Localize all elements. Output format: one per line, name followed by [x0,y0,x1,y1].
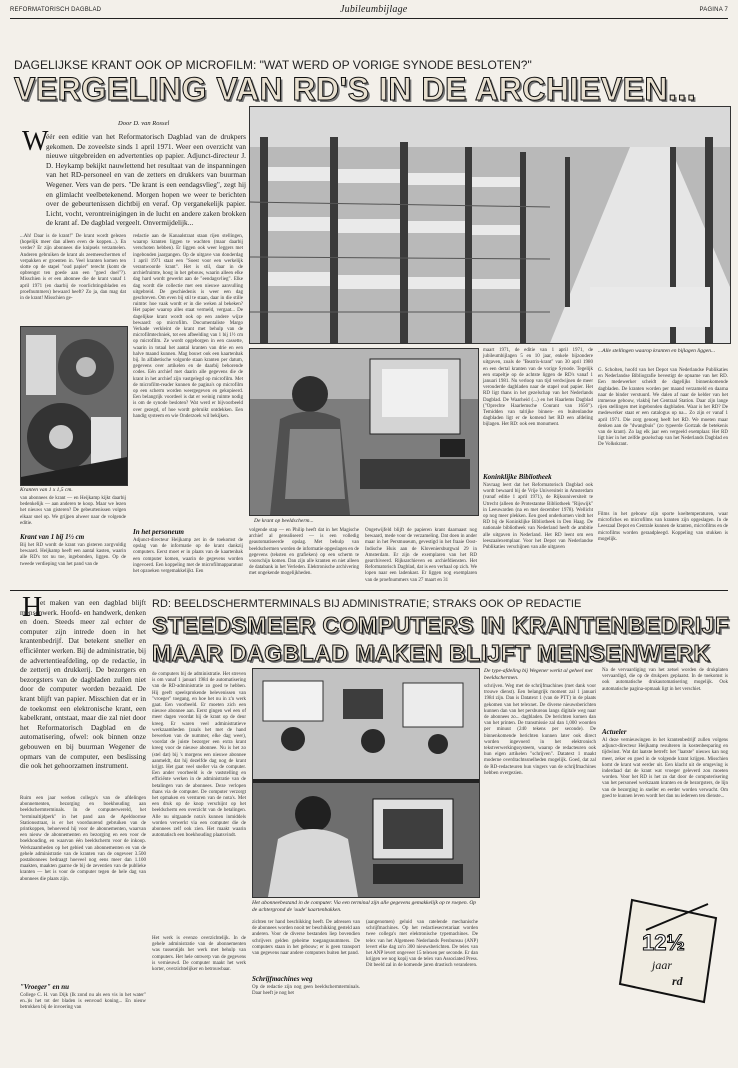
article1-col1b: van abonnees de krant — en Heijkamp kijkt daarbij bedenkelijk — aan anderen te koop. Maar we lezen het nieuws van gisteren? De gebeurtenissen volgen elkaar snel op. We grijpen alweer naar de volgende editie. [20,496,126,526]
article2-col3b: Op de redactie zijn nog geen beeldschermterminals. Daar heeft je nog het [252,985,360,997]
article2-col1: Ruim een jaar werken collega's van de afdelingen abonnementen, bezorging en boekhouding aan beeldschermterminals. In de computerwereld, het "terminaltijdperk" in het pand aan de Apeldoornse Stationsstraat, is er het voorduurend gebruiken van de printkoppen, behoevend hij voor de abonnementen, waarvan een nieuw de abonnementen en bezorging en een voor de boekhouding, en waarvan één beeldscherm voor de inkoop. Werkzaamheden op het gebied van abonnementen en van de gehele administratie van de kranten van de ongeveer 3.500 postabonnees bedraagt hoeveel nog eens meer dan 1.100 maakten, maakten gaarne de bij de zeventien van de publieke kranten — het is voor de computer tegen de hele dag van abonnees die plaats zijn. [20,796,146,882]
article1-kicker: DAGELIJKSE KRANT OOK OP MICROFILM: "WAT WERD OP VORIGE SYNODE BESLOTEN?" [14,58,532,72]
article1-col3b: Ongetwijfeld blijft de papieren krant daarnaast nog bewaard, mede voor de verzameling. Dat doen in ander maar in het Persmuseum, gevestigd in het fraaie Oost-Indische Huis aan de Kloveniersburgwal 29 in Amsterdam. Er zijn de exemplaren van het RD gearchiveerd. Rijksarchieven en archiefdiensten. Het Reformatorisch Dagblad, dat is een verhaal op zich. We lopen naar een ladenkast. Er liggen nog exemplaren van de proefnummers van 27 maart en 31 [365,528,477,583]
header-rule [10,18,728,19]
article1-subhead2: In het personeum [133,528,184,536]
article1-col2: redactie aan de Kanaalstraat staan rijen stellingen, waarop kranten liggen te wachten (maar daarbij verschoten hebben). Er liggen ook weer leggers met ingebonden jaargangen. Op de uitgave van donderdag 1 april 1971 staat een "Soest voor een werkelijk verantwoorde krant". Het is stil, daar in de archiefruimte, hoog in het gebouw, waarin alleen elke dag hard wordt gewerkt aan de "eendagsvlieg". Elke dag wordt die collectie met een nieuwe aanvulling uitgebreid. De geschiedenis is weer een dag geschreven. Om even bij stil te staan, daar in die stille ruimte: hoe vaak wordt er in die weken al bekeken? Het papier waarop alles staat vermeld, vergaat... De dagelijkse krant wordt ook op een andere wijze bewaard: op microfilm. Documentaliste Margo Verkade verkleint de krant met behulp van de microfilmtechniek, tot een afbeelding van 1 bij 1½ cm op microfilm. Ze wordt opgeborgen in een cassette, waarin in totaal het aantal kranten van drie en een halve maand kunnen. Mag bouwt ook een kaartenbak bij. In alfabetische volgorde staan kranten per datum, gegevens over artikelen en de daarbij behorende codes. Eén archief met daarin alle gegevens die de krant in het archief zijn vastgelegd op microfilm. Met de microfilm-reader kunnen de pagina's op microfilm op een scherm worden weergegeven en gekopieerd. Een belangrijk voordeel is dat er weinig ruimte nodig is om de synode besloten? Wat werd er bijvoorbeeld over gezegd, of hoe wordt gebruikt ontdekken. Een handig systeem en wie Onderzoek wil bekijken. [133,234,243,419]
article2-subhead2: Schrijfmachines weg [252,975,313,983]
paper-name: REFORMATORISCH DAGBLAD [10,7,102,13]
article2-col2: de computers bij de administratie. Het streven is om vanaf 1 januari 1984 de automatisering van de RD-administratie zo goed te hebben. Hij geeft speelsprokende belevenissen van "vroeger" toegang, en hoe het nu in z'n werk gaat. Een voorbeeld. Er moeten zich een nieuwe abonnee aan. Eerst gingen wel een of meer dagen voordat hij de krant op de deur kreeg. Er waren veel administratieve werkzaamheden (zoals het met de hand bewerken van de nummer, elke dag weer), voordat de juiste bezorger een extra krant kreeg voor de nieuwe abonnee. Nu is het zo (stel dat) bij 's morgens een nieuwe abonnee aanmeldt, dat hij dezelfde dag nog de krant krijgt. Het gaat veel sneller via de computer. Een ander voorbeeld is de vaststelling en efficiënte werken in de administratie van de betalingen van de abonnees. Deze verlopen thans via de computer. De computer verzorgt het opmaken en versturen van de nota's. Met een druk op de knop verschijnt op het beeldscherm een overzicht van de betalingen. Alle nu uitgaande nota's kunnen inmiddels worden verwerkt via een computer die de abonnees zelf ook zien. Het maakt waarin automatisch een boekhouding plaatsvindt. [152,672,246,839]
article1-byline: Door D. van Rossel [118,120,170,127]
article1-subhead3: Koninklijke Bibliotheek [483,473,552,481]
article2-col5: Na de vervaardiging van het zetsel worden de drukplaten vervaardigd, die op de drukpers geplaatst. In de toekomst is ook automatische drukautomatisering mogelijk. Ook automatische pagina-opmaak ligt in het verschiet. [602,668,728,692]
article2-kicker: RD: BEELDSCHERMTERMINALS BIJ ADMINISTRATIE; STRAKS OOK OP REDACTIE [152,598,582,610]
article1-col3: volgende stap — en Philip heeft dat in het Magische archief al gerealiseerd — is een volledig geautomatiseerde opslag. Met behulp van beeldschermen worden de informatie opgeslagen en de gegevens (teksten en grafieken) op een scherm te voorschijn komen. Dan zijn alle kranten en niet alleen de databank in het Verleden. Elektronische archivering met ongekende mogelijkheden. [249,528,359,577]
article1-col5b: Films in het gebouw zijn sporte koeltemperaturen, waar microfiches en microfilms van kranten zijn opgeslagen. In de Leeszaal Depot en Centrale kunnen de kranten, microfilms en de microfilms worden geraadpleegd. Koppeling van stukken is mogelijk. [598,512,728,542]
archive-shelves-photo [249,106,731,344]
article1-col4: maart 1971, de editie van 1 april 1971, de jubileumbijlagen 5 en 10 jaar, enkele bijzondere uitgaven, zoals de "Beatrix-krant" van 30 april 1980 en een dertal kranten van de vorige Synode. Tegelijk een stapeltje op de achtste liggen de RD's vanaf 1 januari 1981. Nu verloop van tijd verdwijnen de meer verouderde dagbladen naar de stapel oud papier. Het RD ligt thans in het gezelschap van het Nederlands Dagblad. De Waarheid (...) en het Haarlems Dagblad ("Oprechte Haarlemsche Courant van 1656"). Temidden van talrijke binnen- en buitenlandse dagbladen ligt er de komend het RD een afdeling bijlagen. Het RD: ook een monument. [483,348,593,428]
jubilee-logo [612,890,724,1010]
article1-col1c: Bij het RD wordt de krant van gisteren zorgvuldig bewaard. Heijkamp heeft een aantal kasten, waarin alle RD's tot nu toe, ingebonden, liggen. Op de tweede verdieping van het pand van de [20,543,126,567]
logo-rd: rd [672,974,683,988]
article2-caption1: Het abonneebestand in de computer. Via een terminal zijn alle gegevens gemakkelijk op te roepen. Op de achtergrond de 'oude' kaartenbakken. [252,900,477,913]
article2-col2b: Het werk is evenzo overzichtelijk. In de gehele administratie van de abonnementen was tussentijds het werk met behulp van computers. Het hele ontwerp van de gegevens is vernieuwd. De computer maakt het werk korter, overzichtelijker en betrouwbaar. [152,936,246,973]
article2-col5b: Al deze vernieuwingen in het krantenbedrijf zullen volgens adjunct-directeur Heijkamp resulteren in kostenbesparing en tijdwinst. Wat dat laatste betreft: het "laatste" nieuws kan nog meer, zeker en goed in de volgende krant krijgen. Misschien komt de krant wat eerder uit. Een klacht uit de omgeving is inderdaad dat de krant wat vroeger geleverd zou moeten worden. Voor het RD is het zo dat door de computerisering van het personeel werkzaam kranten en de bezorgsters, de lijn van de bezorging in sneller en eerder worden verwacht. Om goed te kunnen leven wordt het dan nu iedereen ten dienste... [602,738,728,799]
article1-col1: ...Ah! Daar is de krant!" De krant wordt gelezen (hopelijk meer dan alleen even de koppen...). En verder? Er zijn abonnees die knipsels verzamelen. Anderen gebruiken de krant als zeemeeschermen of verpakken er groenten in. Veel kranten komen ten slotte op de stapel "oud papier" terecht (komt de opbrengst ten goede aan een "goed doel"?). Misschien is er een abonnee die de krant vanaf 1 april 1971 (en daarbij de voorlichtingsbladen en proefnummers) bewaard heeft? Zo ja, dan mag dat in de krant! Misschien ge- [20,234,126,302]
page-header [10,4,728,18]
article2-dropcap: H [22,592,43,623]
article2-col4b: (aangenomen) geluid van ratelende mechanische schrijfmachines. Op het redactiesecretariaat worden twee collega's met elektronische typemachines. De telex van het Algemeen Nederlands Persbureau (ANP) levert elke dag zo'n 300 nieuwsberichten. De telex van het ANP levert ongeveer 15 telexen per seconde. Er dan krijgen we nog kopij van de telex van Associated Press. Dit beeld zal in de komende jaren drastisch veranderen. [366,920,478,969]
article2-col4: schrijven. Weg met de schrijfmachines (met dank voor trouwe dienst). Een belangrijk moment zal 1 januari 1984 zijn. Dan is Datatext 1 (van de PTT) in de plaats gekomen van het telexnet. De diverse nieuwsberichten kunnen dan van het persbureau langs digitale weg naar de abonnees zo... dagbladen. De berichten komen dan van het printen. De transmissie zal dan 1,000 woorden per minuut (240 tekens per seconde). De binnenkomende berichten kunnen later ook direct worden ingevoerd in het elektronisch tekstverwerkingssysteem, waarop de redacteuren ook hun eigen artikelen "schrijven". Datatext 1 maakt moderne overdrachtssnelheden mogelijk. Goed, dat zal de RD-redacteuren hun vingers van de schrijfmachines hebben overgezien. [484,684,596,776]
article2-col1b: College C. H. van Dijk (Ik zond nu als een vis in het water" en..)is het tot der bladen is eenvoud koning... En nieuw betrokken bij de invoering van [20,993,146,1011]
logo-number: 12½ [642,930,685,955]
microfilm-reader-photo [249,348,479,516]
article-divider [10,590,728,591]
article1-caption1: Kranten van 1 x 1,5 cm. [20,487,73,493]
article1-lead: éér een editie van het Reformatorisch Dagblad van de drukpers gekomen. De zoveelste sinds 1 april 1971. Weer een overzicht van nieuwe uitgebreiden en advertenties op papier. Adjunct-directeur J. D. Heykamp bekijkt nauwlettend het resultaat van de inspanningen van het RD-personeel en van de zetters en drukkers van buurman Wegener. Vers van de pers. "De krant is een eendagsvlieg", zegt hij en glimlacht veelbetekenend. Morgen hopen we weer te berichten over de gebeurtenissen dichtbij en veraf. Op verganekelijk papier. Licht, vocht, verontreinigingen in de lucht en andere zaken brokken de krant af. De dagblad vergeelt. Onvermijdelijk... [46,132,246,228]
supplement-title: Jubileumbijlage [340,4,408,15]
article1-caption3: ...Alle stellingen waarop kranten en bijlagen liggen... [598,348,716,354]
logo-jaar: jaar [652,958,673,972]
article1-subhead1: Krant van 1 bij 1½ cm [20,533,85,541]
article2-subhead1: "Vroeger" en nu [20,983,70,991]
article2-headline1: STEEDSMEER COMPUTERS IN KRANTENBEDRIJF [152,612,730,638]
computer-terminals-photo [252,668,480,898]
article1-headline: VERGELING VAN RD'S IN DE ARCHIEVEN... [14,71,697,107]
article1-col5: G. Scholten, hoofd van het Depot van Nederlandse Publikaties en Nederlandse Bibliografie bevestigt de opname van het RD. Een medewerker scheidt de dagelijks binnenkomende dagbladen. De kranten worden per maand verzameld en daarna naar de binder verstuurd. We dalen af naar de kelder van het immense gebouw, vlakbij het Centraal Station. Daar zijn lange rijen stellingen met ingebonden dagbladen. Waar is het RD? De medewerker staat er een catalogus op na... Zo zijn er vanaf 1 april 1971. Die zorg genoeg heeft het RD. We moeten maar denken aan de "dwangbuis" (zo typeerde Gortzak de betekenis van de krant). Zo lag elk jaar een vergeeld exemplaar. Het RD ligt hier in het zelfde gezelschap van het Nederlands Dagblad en De Volkskrant. [598,368,728,448]
article2-lead: et maken van een dagblad blijft mensenwerk. Hoofd- en handwerk, denken en doen. Steeds meer zal echter de computer zijn intrede doen in het krantenbedrijf. Dat betekent sneller en efficiënter werken. Bij de administratie, bij de advertentieafdeling, op de redactie, in de zetterij en drukkerij. De bezorgers en bezorgsters van de dagbladen zullen niet door de computer worden bezaaid. De krant blijft van papier. Misschien dat er in de toekomst een elektronische krant, een kabelkrant, ontstaat, maar die zal niet door het Reformatorisch Dagblad en de automatisering, ofwel: ook binnen onze gebouwen en bij buurman Wegener de opmars van de computer, een beslissing die ook het gehoorzamen instrument. [20,598,146,771]
article1-caption2: De krant op beeldscherm... [254,518,314,524]
article1-col4b: Navraag leert dat het Reformatorisch Dagblad ook wordt bewaard bij de Vrije Universiteit in Amsterdam (vanaf editie 1 april 1971), de Rijksuniversiteit te Utrecht (alleen de Protestantse Bibliotheek "Rijswijk" in Leeuwarden (na en met december 1978). Wellicht op nog meer plekken. Een goed onderkomen vindt het RD bij de Koninklijke Bibliotheek in Den Haag. De nationale bibliotheek van Nederland heeft de ambitie alle uitgaven in Nederland. Het RD leent om een leeszaalexemplaar. Voor het Depot van Nederlandse Publikaties verschijnen van alle uitgaven [483,483,593,551]
article2-headline2: MAAR DAGBLAD MAKEN BLIJFT MENSENWERK [152,640,711,666]
article2-subhead3: Actueler [602,728,627,736]
microfilm-reels-photo [20,326,128,486]
article1-dropcap: W [22,126,49,157]
article1-col2b: Adjunct-directeur Heijkamp zet in de toekomst de opslag van de informatie op de krant dankzij computers. Eerst moet er in plaats van de kaartenbak een computer komen, waarin de gegevens worden ingevoerd. Een koppeling met de microfilmapparatuur het opzoeken vergemakkelijkt. Een [133,538,243,575]
article2-col3: zichten ter hand beschikking heeft. De adressen van de abonnees worden nooit ter beschikking gesteld aan anderen. Voor de diverse bestanden liep bovendien schrijvers gelden geheime toegangsnummers. De computers staan in het gebouw; er is geen transport van gegevens naar andere computers buiten het pand. [252,920,360,957]
article2-caption2: De type-afdeling bij Wegener werkt al geheel met beeldschermen. [484,668,593,681]
page-number: PAGINA 7 [699,7,728,13]
